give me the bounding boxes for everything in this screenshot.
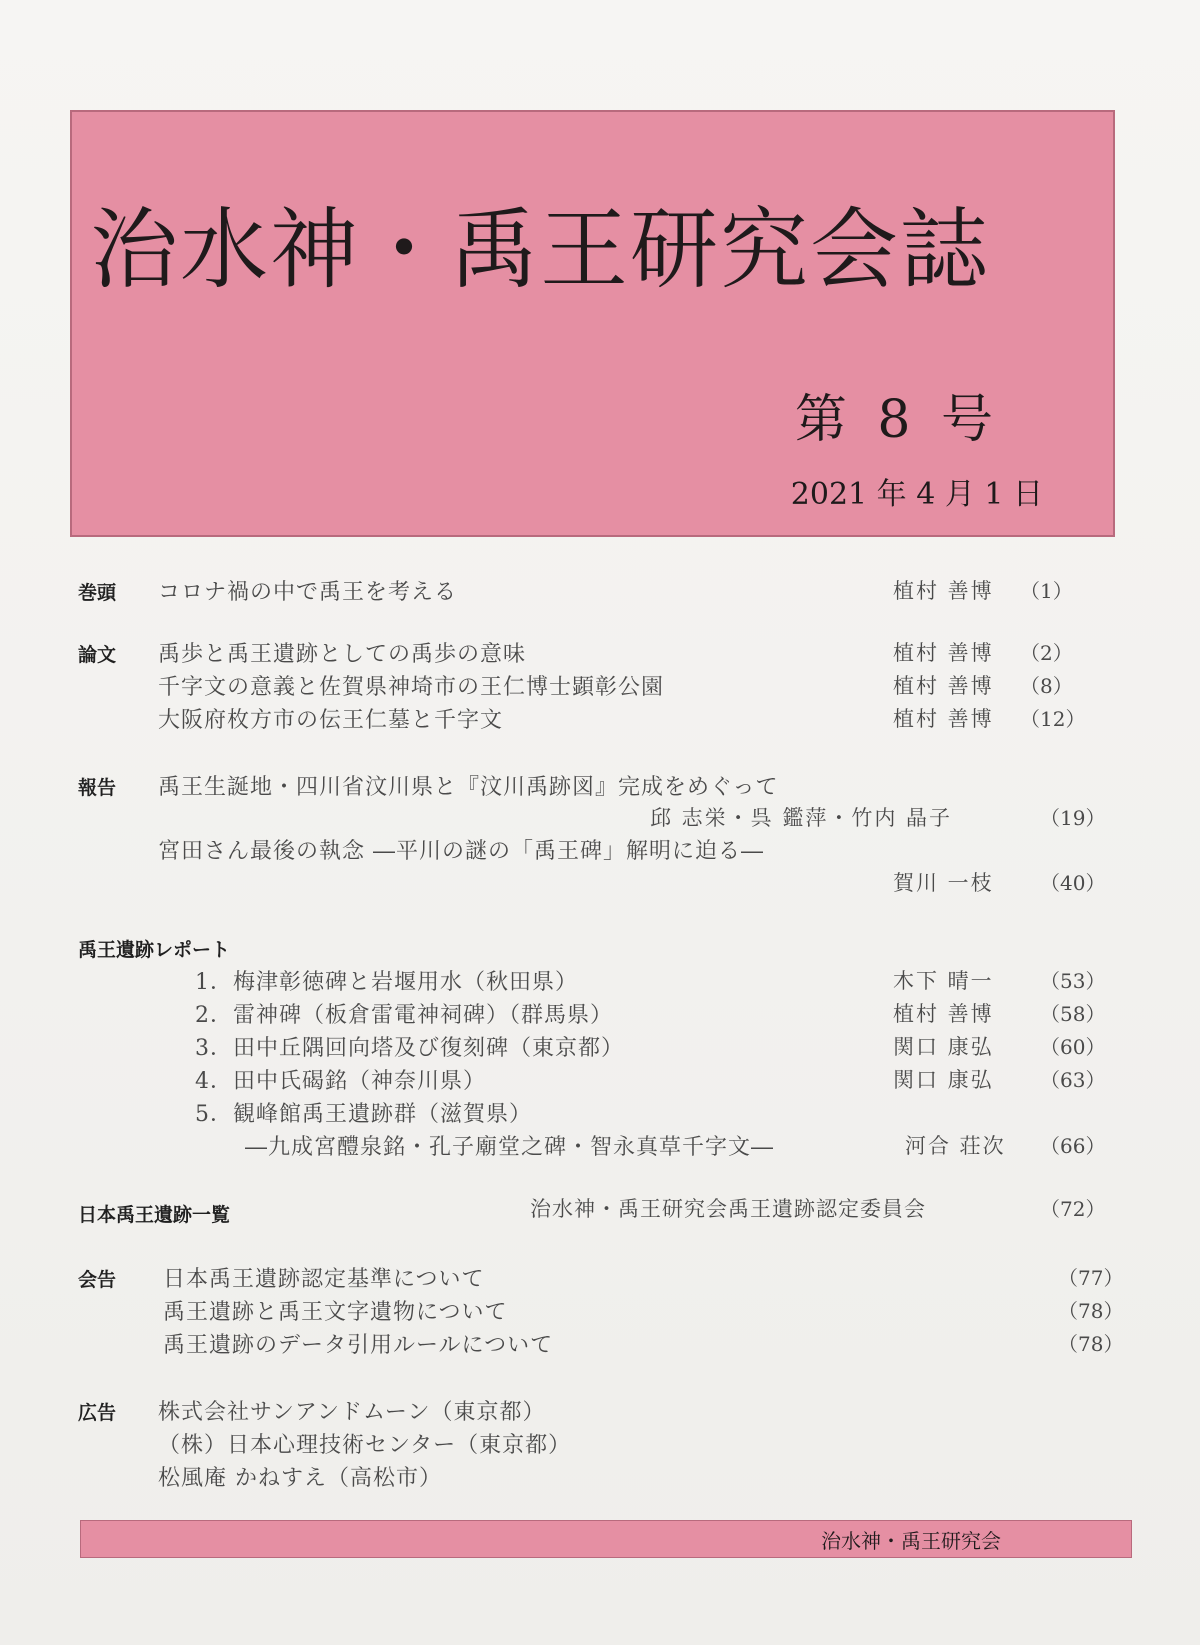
ad-item: （株）日本心理技術センター（東京都）	[158, 1433, 572, 1458]
toc-title: 宮田さん最後の執念 ―平川の謎の「禹王碑」解明に迫る―	[158, 839, 764, 864]
toc-author: 木下 晴一	[893, 969, 994, 993]
issue-number: 第 8 号	[794, 390, 993, 450]
toc-author: 賀川 一枝	[893, 871, 994, 895]
journal-title: 治水神・禹王研究会誌	[90, 198, 991, 301]
toc-author: 植村 善博	[893, 641, 994, 665]
toc-author: 治水神・禹王研究会禹王遺跡認定委員会	[530, 1197, 926, 1221]
toc-author: 関口 康弘	[893, 1068, 994, 1092]
toc-title: 1．梅津彰徳碑と岩堰用水（秋田県）	[195, 970, 578, 995]
toc-page: （63）	[1040, 1068, 1106, 1092]
toc-title: 禹歩と禹王遺跡としての禹歩の意味	[158, 642, 527, 667]
section-label-reports: 報告	[78, 777, 117, 799]
ad-item: 松風庵 かねすえ（高松市）	[158, 1466, 442, 1491]
toc-author: 植村 善博	[893, 579, 994, 603]
toc-author: 植村 善博	[893, 707, 994, 731]
toc-page: （40）	[1040, 871, 1106, 895]
section-label-list: 日本禹王遺跡一覧	[78, 1204, 231, 1226]
toc-author: 河合 荘次	[905, 1134, 1006, 1158]
toc-title: 禹王遺跡のデータ引用ルールについて	[163, 1333, 554, 1358]
toc-title: コロナ禍の中で禹王を考える	[158, 580, 458, 605]
toc-title: 4．田中氏碣銘（神奈川県）	[195, 1069, 486, 1094]
toc-page: （19）	[1040, 806, 1106, 830]
toc-page: （8）	[1020, 674, 1073, 698]
toc-title: 禹王生誕地・四川省汶川県と『汶川禹跡図』完成をめぐって	[158, 775, 779, 800]
toc-title: 千字文の意義と佐賀県神埼市の王仁博士顕彰公園	[158, 675, 665, 700]
toc-page: （78）	[1058, 1332, 1124, 1356]
section-label-ads: 広告	[78, 1402, 117, 1424]
toc-author: 植村 善博	[893, 674, 994, 698]
toc-title: 禹王遺跡と禹王文字遺物について	[163, 1300, 508, 1325]
footer-bar	[80, 1520, 1132, 1558]
section-label-notices: 会告	[78, 1269, 117, 1291]
toc-page: （2）	[1020, 641, 1073, 665]
toc-page: （60）	[1040, 1035, 1106, 1059]
section-label-papers: 論文	[78, 644, 117, 666]
toc-author: 邱 志栄・呉 鑑萍・竹内 晶子	[650, 806, 953, 830]
toc-page: （77）	[1058, 1266, 1124, 1290]
section-label-site-report: 禹王遺跡レポート	[78, 939, 231, 961]
toc-title: 5．観峰館禹王遺跡群（滋賀県）	[195, 1102, 532, 1127]
toc-page: （53）	[1040, 969, 1106, 993]
toc-page: （1）	[1020, 579, 1073, 603]
ad-item: 株式会社サンアンドムーン（東京都）	[158, 1400, 546, 1425]
toc-page: （72）	[1040, 1197, 1106, 1221]
toc-title: 3．田中丘隅回向塔及び復刻碑（東京都）	[195, 1036, 624, 1061]
toc-title: 日本禹王遺跡認定基準について	[163, 1267, 485, 1292]
toc-author: 植村 善博	[893, 1002, 994, 1026]
toc-page: （78）	[1058, 1299, 1124, 1323]
toc-author: 関口 康弘	[893, 1035, 994, 1059]
toc-page: （58）	[1040, 1002, 1106, 1026]
toc-title: 2．雷神碑（板倉雷電神祠碑）（群馬県）	[195, 1003, 613, 1028]
toc-page: （66）	[1040, 1134, 1106, 1158]
toc-page: （12）	[1020, 707, 1086, 731]
publisher-name: 治水神・禹王研究会	[821, 1529, 1001, 1553]
toc-title: 大阪府枚方市の伝王仁墓と千字文	[158, 708, 504, 733]
section-label-preface: 巻頭	[78, 582, 117, 604]
issue-date: 2021 年 4 月 1 日	[790, 477, 1043, 512]
toc-subtitle: ―九成宮醴泉銘・孔子廟堂之碑・智永真草千字文―	[245, 1135, 775, 1160]
